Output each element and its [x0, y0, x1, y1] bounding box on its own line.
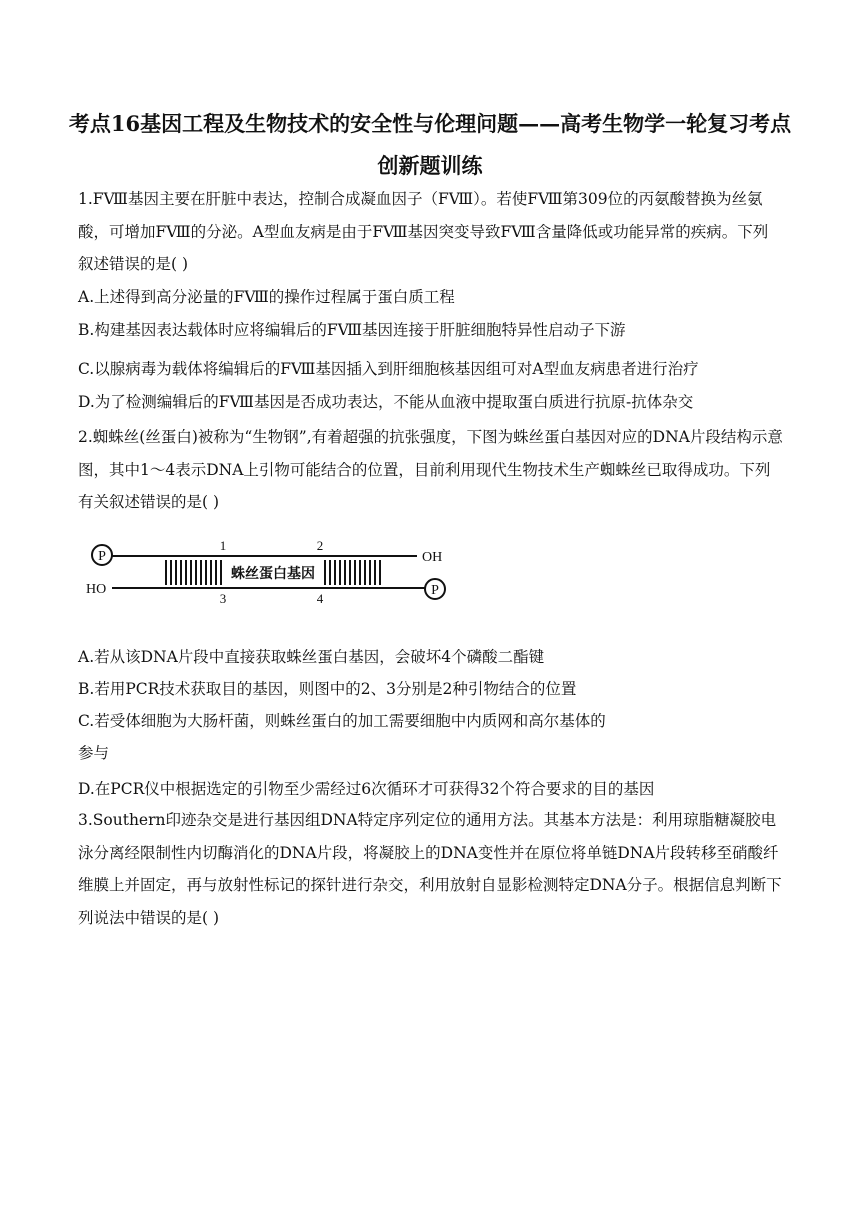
- question-3-stem: 3.Southern印迹杂交是进行基因组DNA特定序列定位的通用方法。其基本方法是：利用琼脂糖凝胶电泳分离经限制性内切酶消化的DNA片段，将凝胶上的DNA变性并在原位将单链DNA片段转移至硝酸纤维膜上并固定，再与放射性标记的探针进行杂交，利用放射自显影检测特定DNA分子。根据信息判断下列说法中错误的是( ): [78, 811, 782, 927]
- phosphate-right-label: P: [431, 583, 439, 598]
- question-1-option-d: D.为了检测编辑后的FⅧ基因是否成功表达，不能从血液中提取蛋白质进行抗原-抗体杂交: [78, 393, 694, 411]
- phosphate-left-label: P: [98, 549, 106, 564]
- question-2-option-a: A.若从该DNA片段中直接获取蛛丝蛋白基因，会破坏4个磷酸二酯键: [78, 648, 545, 666]
- primer-site-1: 1: [219, 538, 227, 553]
- question-1-stem: 1.FⅧ基因主要在肝脏中表达，控制合成凝血因子（FⅧ）。若使FⅧ第309位的丙氨酸替换为丝氨酸，可增加FⅧ的分泌。A型血友病是由于FⅧ基因突变导致FⅧ含量降低或功能异常的疾病。下列叙述错误的是( ): [78, 190, 769, 273]
- question-2-option-b: B.若用PCR技术获取目的基因，则图中的2、3分别是2种引物结合的位置: [78, 680, 577, 698]
- question-2-option-d: D.在PCR仪中根据选定的引物至少需经过6次循环才可获得32个符合要求的目的基因: [78, 780, 655, 798]
- question-2-stem: 2.蜘蛛丝(丝蛋白)被称为“生物钢”,有着超强的抗张强度，下图为蛛丝蛋白基因对应的DNA片段结构示意图，其中1～4表示DNA上引物可能结合的位置，目前利用现代生物技术生产蜘蛛丝已取得成功。下列有关叙述错误的是( ): [78, 428, 783, 511]
- primer-site-4: 4: [316, 591, 324, 606]
- question-1-option-b: B.构建基因表达载体时应将编辑后的FⅧ基因连接于肝脏细胞特异性启动子下游: [78, 321, 626, 339]
- question-1-option-c: C.以腺病毒为载体将编辑后的FⅧ基因插入到肝细胞核基因组可对A型血友病患者进行治疗: [78, 360, 699, 378]
- gene-label: 蛛丝蛋白基因: [231, 566, 315, 582]
- primer-site-2: 2: [316, 538, 324, 553]
- question-1-option-a: A.上述得到高分泌量的FⅧ的操作过程属于蛋白质工程: [78, 288, 455, 306]
- question-2-option-c-continued: 参与: [78, 744, 110, 762]
- question-2-option-c: C.若受体细胞为大肠杆菌，则蛛丝蛋白的加工需要细胞中内质网和高尔基体的: [78, 712, 606, 730]
- primer-site-3: 3: [219, 591, 227, 606]
- hydroxyl-left-label: HO: [86, 582, 107, 597]
- dna-fragment-diagram: [82, 536, 458, 606]
- page-title: 考点16基因工程及生物技术的安全性与伦理问题——高考生物学一轮复习考点创新题训练: [68, 111, 792, 178]
- hydroxyl-right-label: OH: [422, 550, 443, 565]
